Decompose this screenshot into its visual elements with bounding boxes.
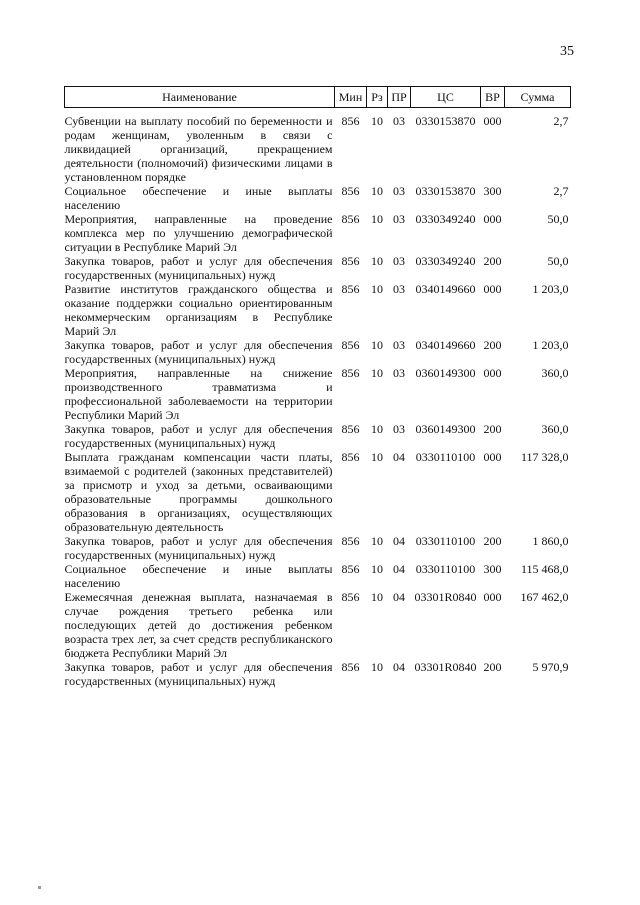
row-sum: 167 462,0 [520,590,569,604]
row-vr: 200 [483,254,502,268]
row-cs: 0330349240 [415,254,476,268]
row-rz: 10 [371,590,383,604]
row-min: 856 [341,212,360,226]
row-name: Закупка товаров, работ и услуг для обеспечения государственных (муниципальных) нужд [64,660,333,688]
table-row [65,422,571,450]
row-sum: 2,7 [553,184,569,198]
row-name: Социальное обеспечение и иные выплаты населению [64,562,333,590]
row-rz: 10 [371,534,383,548]
table-row [65,114,571,184]
row-name: Субвенции на выплату пособий по беременности и родам женщинам, уволенным в связи с ликвидацией организаций, прекращением деятельности (полномочий) физическими лицами в установленном порядке [64,114,333,184]
row-vr: 200 [483,338,502,352]
header-name: Наименование [65,87,335,108]
row-rz: 10 [371,212,383,226]
row-sum: 360,0 [541,422,569,436]
row-sum: 360,0 [541,366,569,380]
row-pr: 04 [393,660,405,674]
row-vr: 000 [483,212,502,226]
row-vr: 000 [483,590,502,604]
row-sum: 115 468,0 [520,562,569,576]
row-rz: 10 [371,660,383,674]
row-pr: 03 [393,212,405,226]
row-pr: 03 [393,114,405,128]
row-name: Закупка товаров, работ и услуг для обеспечения государственных (муниципальных) нужд [64,422,333,450]
row-rz: 10 [371,338,383,352]
row-cs: 0330110100 [415,450,476,464]
row-cs: 0330153870 [415,114,476,128]
table-header-row [65,87,571,108]
row-pr: 03 [393,338,405,352]
row-sum: 1 203,0 [532,282,569,296]
table-row [65,562,571,590]
scan-mark [38,886,41,889]
row-pr: 04 [393,562,405,576]
row-name: Мероприятия, направленные на снижение производственного травматизма и профессиональной заболеваемости на территории Республики Марий Эл [64,366,333,422]
table-row [65,282,571,338]
row-name: Выплата гражданам компенсации части платы, взимаемой с родителей (законных представителей) за присмотр и уход за детьми, осваивающими образовательные программы дошкольного образования в организациях, осуществляющих образовательную деятельность [64,450,333,534]
table-row [65,184,571,212]
table-row [65,338,571,366]
row-min: 856 [341,282,360,296]
row-cs: 0360149300 [415,422,476,436]
row-min: 856 [341,338,360,352]
row-rz: 10 [371,422,383,436]
row-vr: 200 [483,422,502,436]
row-sum: 5 970,9 [532,660,569,674]
row-vr: 300 [483,562,502,576]
row-rz: 10 [371,282,383,296]
row-cs: 0340149660 [415,338,476,352]
row-pr: 04 [393,590,405,604]
row-pr: 03 [393,422,405,436]
row-pr: 03 [393,366,405,380]
row-rz: 10 [371,254,383,268]
row-rz: 10 [371,366,383,380]
row-min: 856 [341,366,360,380]
budget-table [64,86,571,688]
row-pr: 03 [393,282,405,296]
row-rz: 10 [371,562,383,576]
header-min: Мин [335,87,367,108]
row-rz: 10 [371,450,383,464]
table-row [65,366,571,422]
row-name: Социальное обеспечение и иные выплаты населению [64,184,333,212]
row-min: 856 [341,114,360,128]
row-min: 856 [341,660,360,674]
row-min: 856 [341,254,360,268]
row-name: Ежемесячная денежная выплата, назначаемая в случае рождения третьего ребенка или последующих детей до достижения ребенком возраста трех лет, за счет средств республиканского бюджета Республики Марий Эл [64,590,333,660]
row-pr: 04 [393,450,405,464]
row-vr: 200 [483,660,502,674]
row-min: 856 [341,590,360,604]
table-row [65,450,571,534]
header-cs: ЦС [411,87,481,108]
row-name: Развитие институтов гражданского общества и оказание поддержки социально ориентированным некоммерческим организациям в Республике Марий Эл [64,282,333,338]
row-sum: 50,0 [547,254,569,268]
row-pr: 03 [393,184,405,198]
row-sum: 1 203,0 [532,338,569,352]
row-sum: 117 328,0 [520,450,569,464]
table-row [65,590,571,660]
row-min: 856 [341,184,360,198]
row-cs: 0330110100 [415,562,476,576]
header-vr: ВР [481,87,505,108]
header-rz: Рз [367,87,388,108]
table-row [65,660,571,688]
row-name: Закупка товаров, работ и услуг для обеспечения государственных (муниципальных) нужд [64,534,333,562]
row-rz: 10 [371,184,383,198]
row-vr: 200 [483,534,502,548]
row-cs: 0330110100 [415,534,476,548]
table-row [65,254,571,282]
row-sum: 50,0 [547,212,569,226]
row-cs: 03301R0840 [414,660,477,674]
row-min: 856 [341,450,360,464]
row-rz: 10 [371,114,383,128]
row-cs: 03301R0840 [414,590,477,604]
row-sum: 2,7 [553,114,569,128]
row-vr: 000 [483,282,502,296]
row-cs: 0330349240 [415,212,476,226]
table-row [65,534,571,562]
row-min: 856 [341,534,360,548]
row-name: Закупка товаров, работ и услуг для обеспечения государственных (муниципальных) нужд [64,254,333,282]
row-pr: 03 [393,254,405,268]
row-sum: 1 860,0 [532,534,569,548]
row-name: Мероприятия, направленные на проведение комплекса мер по улучшению демографической ситуации в Республике Марий Эл [64,212,333,254]
header-pr: ПР [388,87,411,108]
row-vr: 000 [483,366,502,380]
row-cs: 0360149300 [415,366,476,380]
row-vr: 000 [483,450,502,464]
row-vr: 300 [483,184,502,198]
table-row [65,212,571,254]
row-min: 856 [341,422,360,436]
page-number: 35 [560,44,574,59]
row-name: Закупка товаров, работ и услуг для обеспечения государственных (муниципальных) нужд [64,338,333,366]
row-cs: 0340149660 [415,282,476,296]
row-cs: 0330153870 [415,184,476,198]
header-sum: Сумма [505,87,571,108]
row-vr: 000 [483,114,502,128]
row-pr: 04 [393,534,405,548]
row-min: 856 [341,562,360,576]
